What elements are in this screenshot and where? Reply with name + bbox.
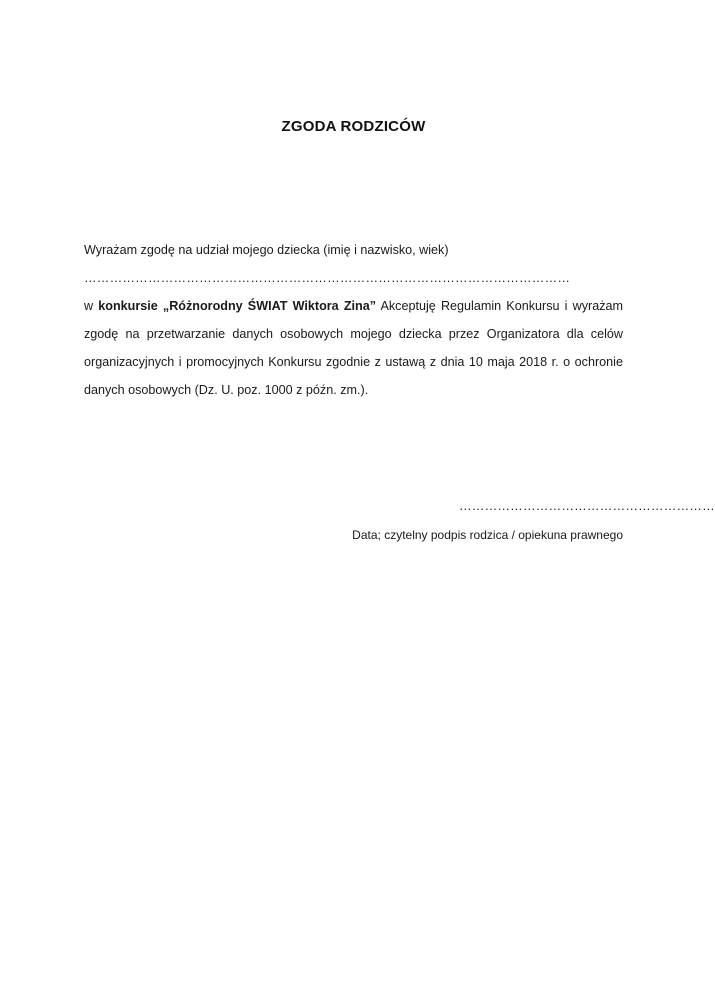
child-name-blank: …………………………………………………………………………………………………… xyxy=(84,271,571,285)
contest-name: konkursie „Różnorodny ŚWIAT Wiktora Zina” xyxy=(98,299,377,313)
consent-statement: Akceptuję Regulamin Konkursu i wyrażam zgodę na przetwarzanie danych osobowych mojego dziecka przez Organizatora dla celów organizacyjnych i promocyjnych Konkursu zgodnie z ustawą z dnia 10 maja 2018 r. o ochronie danych osobowych (Dz. U. poz. 1000 z późn. zm.). xyxy=(84,299,623,397)
child-name-blank-line xyxy=(84,264,623,292)
consent-paragraph xyxy=(84,292,623,404)
document-title: ZGODA RODZICÓW xyxy=(281,118,426,135)
signature-blank: …………………………………………………… xyxy=(459,499,715,513)
consent-intro-line: Wyrażam zgodę na udział mojego dziecka (imię i nazwisko, wiek) xyxy=(84,243,449,257)
signature-caption: Data; czytelny podpis rodzica / opiekuna prawnego xyxy=(352,528,623,542)
consent-body xyxy=(84,236,623,404)
consent-prefix: w xyxy=(84,299,99,313)
